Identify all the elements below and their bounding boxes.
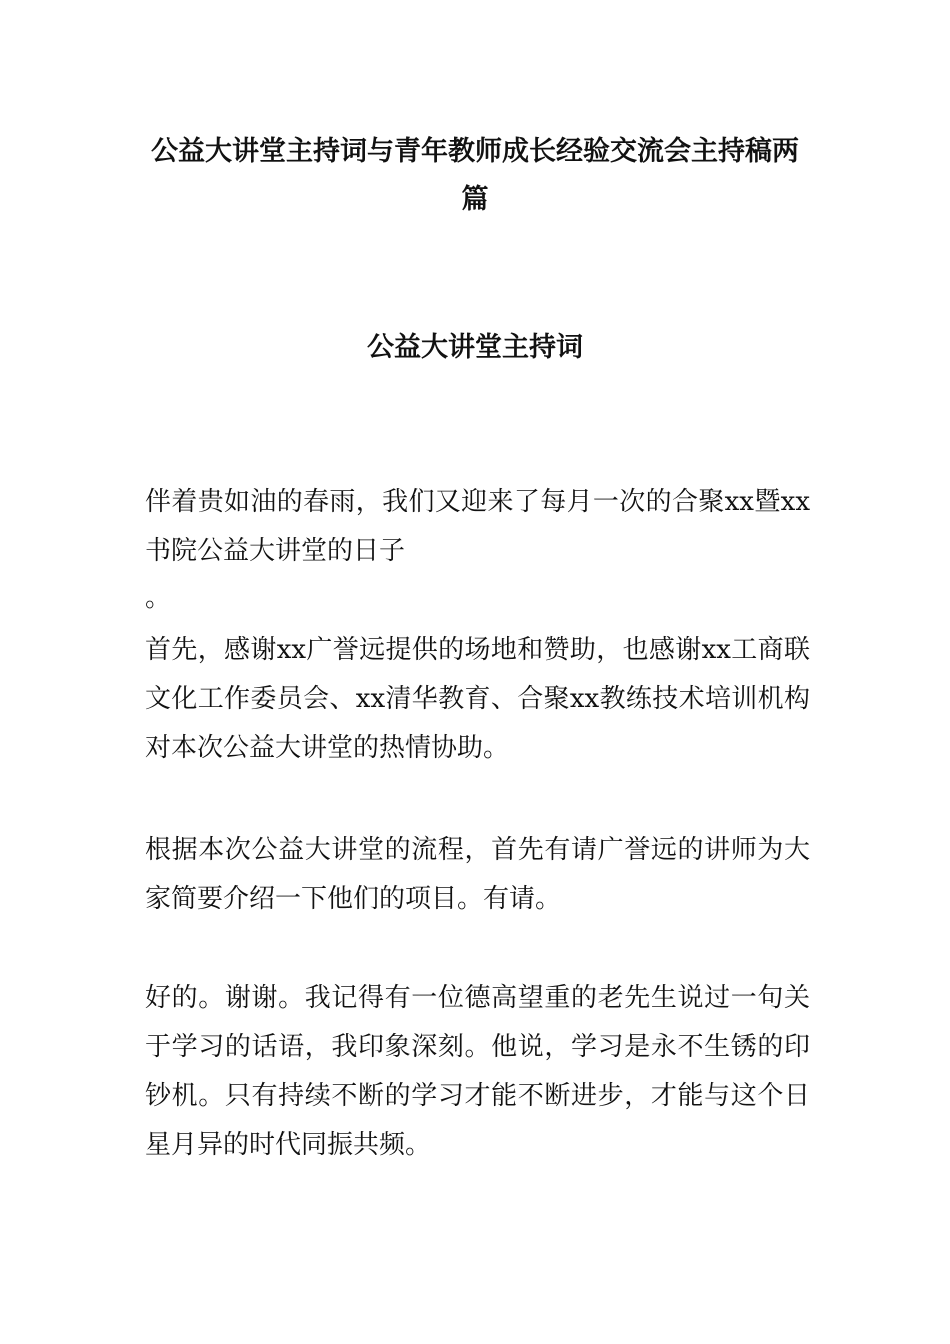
paragraph-period: 。 [145,583,172,613]
paragraph-opening: 伴着贵如油的春雨，我们又迎来了每月一次的合聚xx暨xx书院公益大讲堂的日子 [145,487,810,566]
paragraph-thanks: 首先，感谢xx广誉远提供的场地和赞助，也感谢xx工商联文化工作委员会、xx清华教育、合聚xx教练技术培训机构对本次公益大讲堂的热情协助。 [145,635,810,763]
document-title: 公益大讲堂主持词与青年教师成长经验交流会主持稿两篇 [151,136,799,215]
section-title: 公益大讲堂主持词 [367,332,583,363]
paragraph-learning: 好的。谢谢。我记得有一位德高望重的老先生说过一句关于学习的话语，我印象深刻。他说，学习是永不生锈的印钞机。只有持续不断的学习才能不断进步，才能与这个日星月异的时代同振共频。 [145,983,810,1160]
paragraph-process: 根据本次公益大讲堂的流程，首先有请广誉远的讲师为大家简要介绍一下他们的项目。有请。 [145,835,810,914]
